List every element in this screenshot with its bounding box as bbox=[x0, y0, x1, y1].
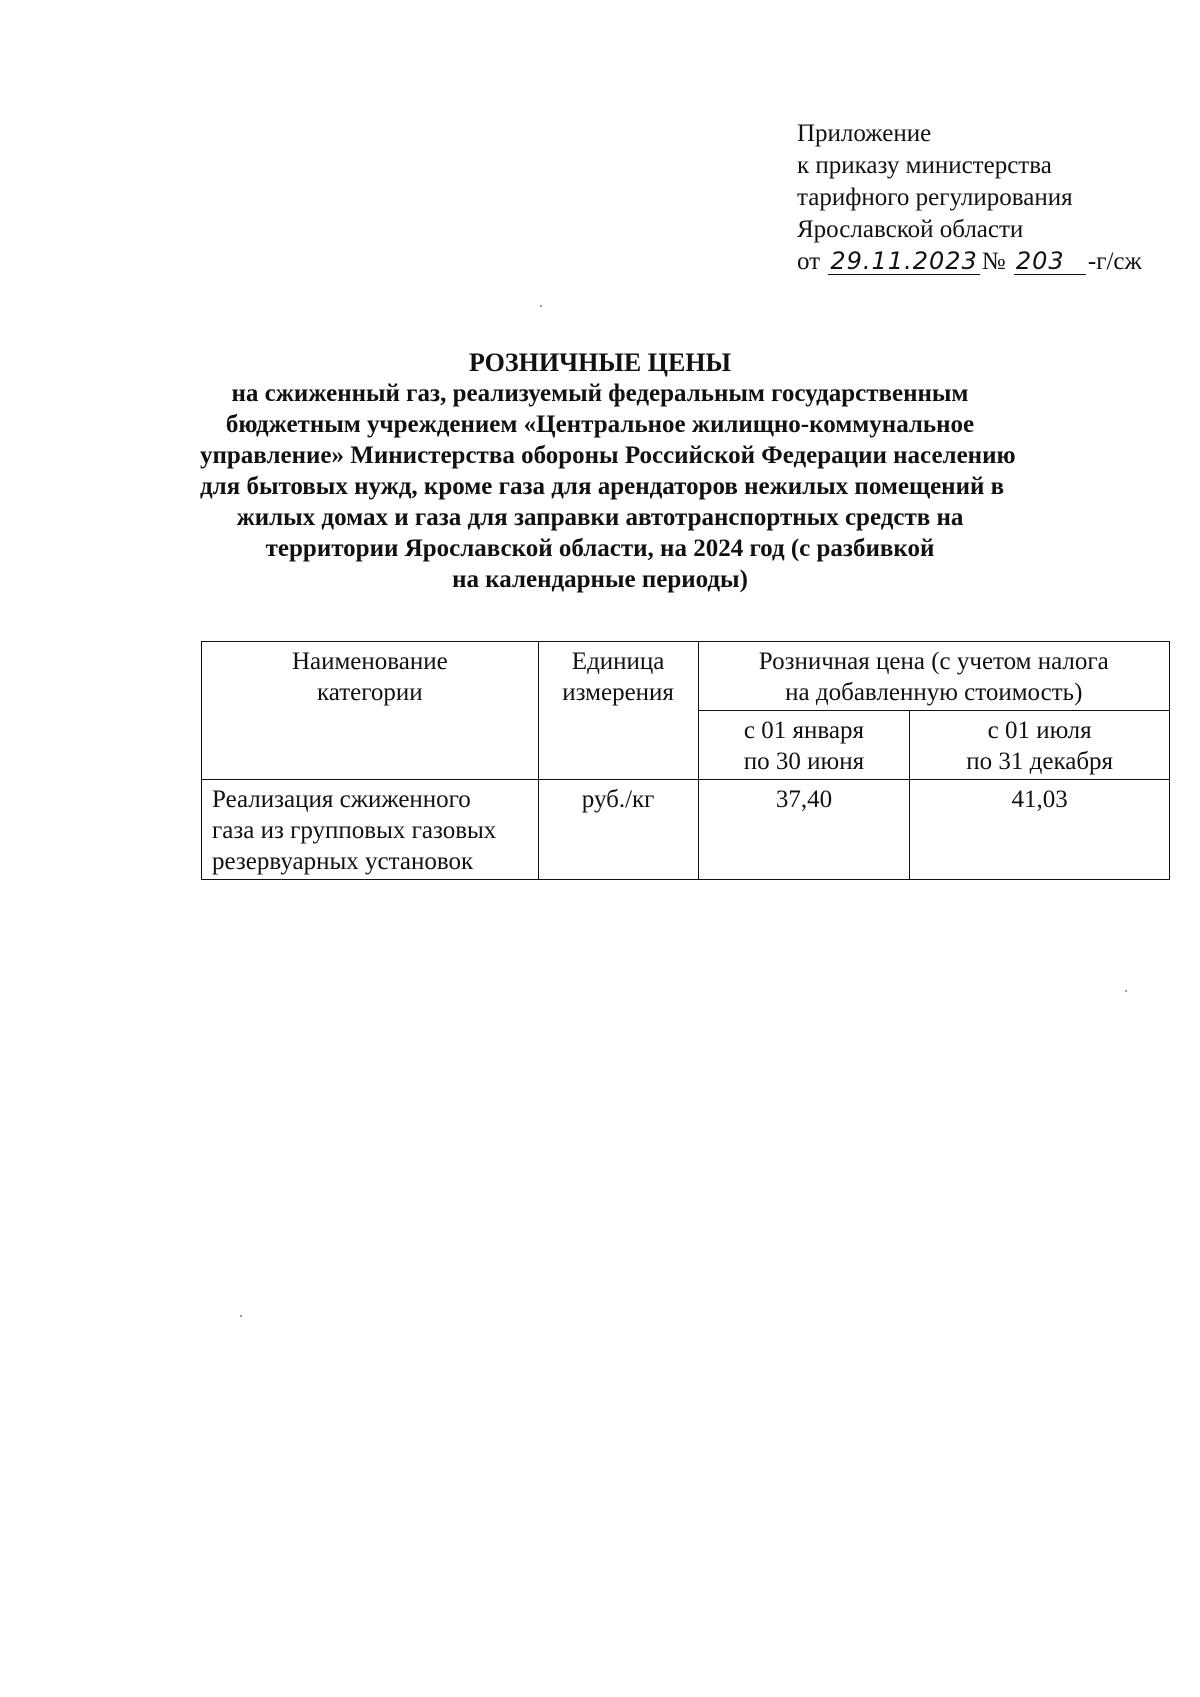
cell-price-period-2: 41,03 bbox=[910, 780, 1170, 880]
header-period-1 bbox=[698, 711, 910, 780]
header-text: по 30 июня bbox=[743, 748, 865, 775]
appendix-line: Приложение bbox=[797, 120, 932, 147]
header-text: по 31 декабря bbox=[966, 748, 1114, 775]
cell-category bbox=[202, 780, 539, 880]
document-title: РОЗНИЧНЫЕ ЦЕНЫ bbox=[468, 348, 732, 377]
header-text: на добавленную стоимость) bbox=[785, 679, 1083, 706]
header-text: с 01 июля bbox=[987, 717, 1092, 744]
heading-line: территории Ярославской области, на 2024 год (с разбивкой bbox=[265, 535, 935, 562]
header-text: категории bbox=[317, 679, 423, 706]
appendix-line: к приказу министерства bbox=[797, 152, 1052, 179]
heading-line: на календарные периоды) bbox=[452, 566, 748, 593]
scan-speck bbox=[240, 1315, 242, 1317]
cell-text: резервуарных установок bbox=[212, 848, 474, 875]
heading-line: управление» Министерства обороны Российской Федерации населению bbox=[200, 442, 1016, 469]
cell-price-period-1: 37,40 bbox=[698, 780, 910, 880]
document-heading bbox=[200, 347, 1016, 595]
header-category bbox=[202, 642, 539, 780]
cell-text: газа из групповых газовых bbox=[212, 817, 497, 844]
appendix-line: тарифного регулирования bbox=[797, 184, 1073, 211]
header-text: Розничная цена (с учетом налога bbox=[758, 648, 1109, 675]
header-text: измерения bbox=[562, 679, 674, 706]
header-text: Наименование bbox=[291, 648, 448, 675]
appendix-line: Ярославской области bbox=[797, 216, 1024, 243]
table-header-row bbox=[202, 642, 1170, 711]
cell-unit: руб./кг bbox=[538, 780, 698, 880]
heading-line: для бытовых нужд, кроме газа для арендаторов нежилых помещений в bbox=[200, 473, 1005, 500]
header-period-2 bbox=[910, 711, 1170, 780]
heading-line: на сжиженный газ, реализуемый федеральным государственным bbox=[231, 380, 969, 407]
header-text: с 01 января bbox=[743, 717, 864, 744]
header-retail-price bbox=[698, 642, 1169, 711]
handwritten-date: 29.11.2023 bbox=[830, 247, 978, 275]
header-text: Единица bbox=[571, 648, 665, 675]
cell-text: Реализация сжиженного bbox=[212, 786, 471, 813]
scan-speck bbox=[540, 305, 542, 307]
scan-speck bbox=[1125, 990, 1127, 992]
prices-table bbox=[201, 641, 1170, 880]
number-suffix: -г/сж bbox=[1087, 248, 1142, 275]
date-prefix: от bbox=[797, 248, 821, 275]
table-row bbox=[202, 780, 1170, 880]
handwritten-number: 203 bbox=[1014, 248, 1086, 275]
order-reference bbox=[797, 246, 1142, 278]
heading-line: жилых домах и газа для заправки автотранспортных средств на bbox=[236, 504, 964, 531]
appendix-block bbox=[797, 118, 1142, 278]
number-prefix: № bbox=[981, 248, 1006, 275]
header-unit bbox=[538, 642, 698, 780]
heading-line: бюджетным учреждением «Центральное жилищно-коммунальное bbox=[225, 411, 975, 438]
